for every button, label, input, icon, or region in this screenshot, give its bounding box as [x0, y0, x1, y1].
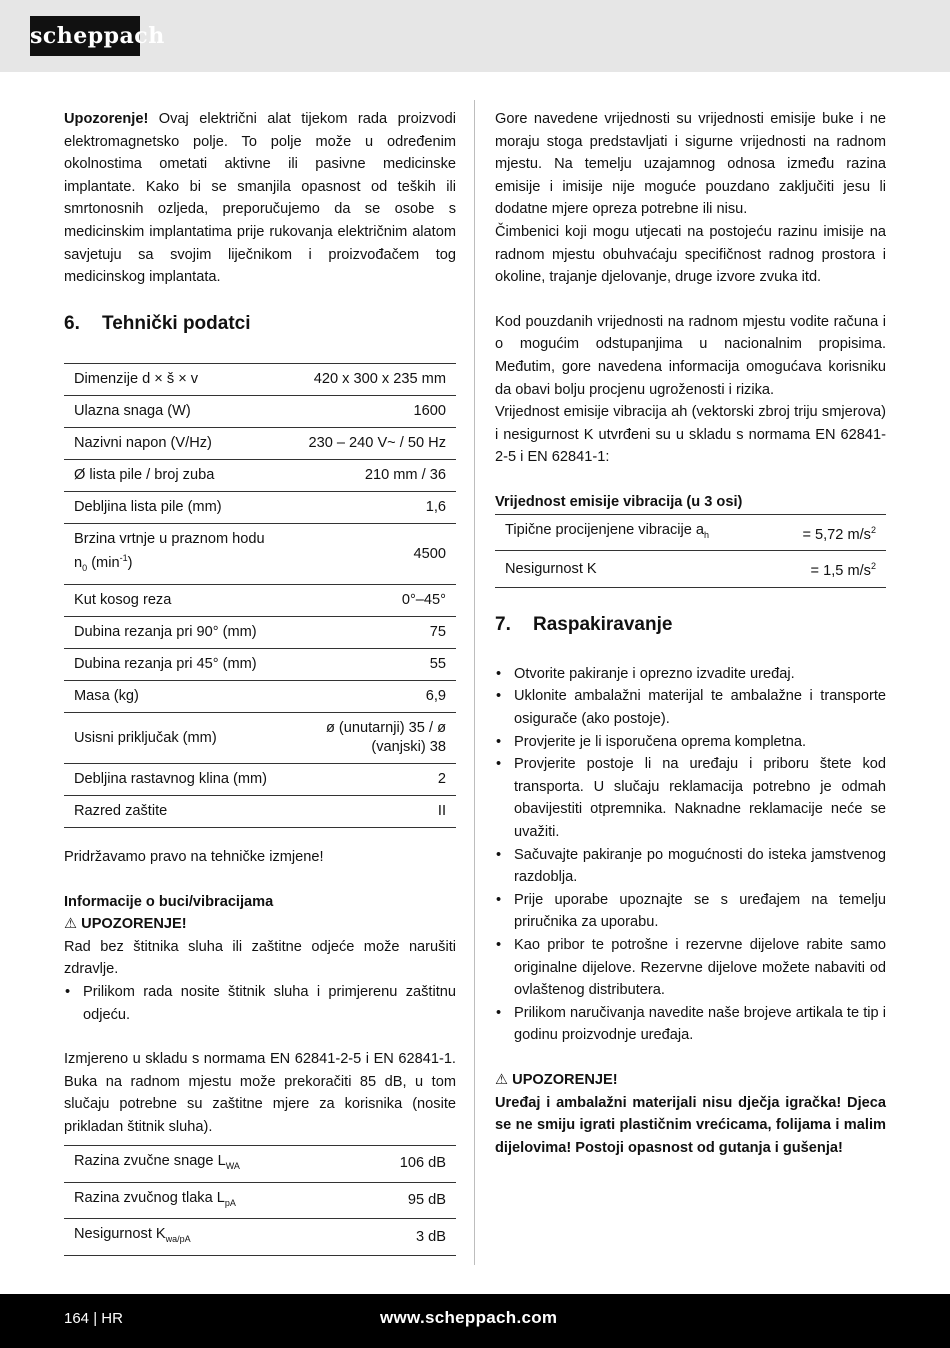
noise-warning: ⚠ UPOZORENJE! [64, 916, 187, 933]
section-7-title: Raspakiravanje [533, 614, 673, 636]
spec-label: Ø lista pile / broj zuba [64, 460, 279, 492]
table-row [64, 492, 456, 524]
vibration-table [495, 514, 886, 589]
spec-label: Usisni priključak (mm) [64, 713, 279, 764]
list-item: • Kao pribor te potrošne i rezervne dijelove rabite samo originalne dijelove. Rezervne dijelove možete nabaviti od ovlaštenog distributera. [495, 934, 886, 1002]
list-item: • Otvorite pakiranje i oprezno izvadite uređaj. [495, 663, 886, 686]
noise-value: 95 dB [353, 1182, 456, 1219]
emission-paragraph-3: Kod pouzdanih vrijednosti na radnom mjestu vodite računa i o mogućim odstupanjima u nacionalnim propisima. Međutim, gore navedena informacija omogućava korisniku da obavi bolju procjenu ugroženosti i rizika. [495, 313, 886, 398]
page-number: 164 | HR [64, 1310, 123, 1327]
section-6-title: Tehnički podatci [102, 312, 251, 334]
table-row [64, 524, 456, 585]
section-6-heading [64, 313, 456, 336]
table-row [64, 649, 456, 681]
table-row [495, 514, 886, 551]
noise-bullets [64, 981, 456, 1026]
noise-label: Razina zvučnog tlaka $L_{pA}$ [64, 1182, 353, 1219]
warning-icon: ⚠ [64, 916, 78, 933]
spec-label: Brzina vrtnje u praznom hodu $n_0$ $(\min^{-1})$ [64, 524, 279, 585]
emf-warning-paragraph [64, 108, 456, 289]
emission-paragraph-4: Vrijednost emisije vibracija ah (vektorski zbroj triju smjerova) i nesigurnost K utvrđeni su u skladu s normama EN 62841-2-5 i EN 62841-1: [495, 404, 886, 466]
list-item: • Uklonite ambalažni materijal te ambalažne i transporte osigurače (ako postoje). [495, 685, 886, 730]
spec-value: 6,9 [279, 681, 456, 713]
noise-value: 106 dB [353, 1145, 456, 1182]
section-7-heading [495, 614, 886, 637]
spec-label: Dubina rezanja pri 90° (mm) [64, 617, 279, 649]
list-item: • Sačuvajte pakiranje po mogućnosti do isteka jamstvenog razdoblja. [495, 844, 886, 889]
emf-warning-lead: Upozorenje! [64, 111, 149, 127]
table-row [64, 428, 456, 460]
table-row [64, 396, 456, 428]
spec-label: Debljina lista pile (mm) [64, 492, 279, 524]
spec-label: Kut kosog reza [64, 585, 279, 617]
list-item: • Prilikom rada nosite štitnik sluha i primjerenu zaštitnu odjeću. [64, 981, 456, 1026]
spec-label: Dubina rezanja pri 45° (mm) [64, 649, 279, 681]
table-row [64, 460, 456, 492]
noise-label: Nesigurnost $K_{wa/pA}$ [64, 1219, 353, 1256]
spec-value: ø (unutarnji) 35 / ø (vanjski) 38 [279, 713, 456, 764]
spec-value: 210 mm / 36 [279, 460, 456, 492]
spec-value: 55 [279, 649, 456, 681]
section-6-number: 6. [64, 312, 80, 334]
spec-value: 0°–45° [279, 585, 456, 617]
spec-value: 230 – 240 V~ / 50 Hz [279, 428, 456, 460]
spec-value: 2 [279, 764, 456, 796]
emission-paragraph-2: Čimbenici koji mogu utjecati na postojeću razinu imisije na radnom mjestu obuhvaćaju specifičnost radnog prostora i okoline, trajanje djelovanje, druge izvore zvuka itd. [495, 223, 886, 286]
spec-label: Debljina rastavnog klina (mm) [64, 764, 279, 796]
noise-heading: Informacije o buci/vibracijama [64, 893, 274, 910]
section-7-number: 7. [495, 614, 511, 636]
table-row [64, 681, 456, 713]
packaging-warning-title: ⚠ UPOZORENJE! [495, 1071, 618, 1088]
vibration-heading: Vrijednost emisije vibracija (u 3 osi) [495, 493, 743, 510]
packaging-warning-text: Uređaj i ambalažni materijali nisu dječja igračka! Djeca se ne smiju igrati plastičnim vrećicama, folijama i malim dijelovima! Postoji opasnost od gutanja i gušenja! [495, 1094, 886, 1156]
left-column [64, 108, 456, 1256]
noise-value: 3 dB [353, 1219, 456, 1256]
spec-value: 420 x 300 x 235 mm [279, 364, 456, 396]
vibration-value: = 5,72 $m/s^2$ [771, 514, 886, 551]
spec-label: Dimenzije d × š × v [64, 364, 279, 396]
technical-data-table [64, 363, 456, 828]
column-divider [474, 100, 475, 1265]
emission-paragraph-1: Gore navedene vrijednosti su vrijednosti emisije buke i ne moraju stoga predstavljati i sigurne vrijednosti na radnom mjestu. Na temelju uzajamnog odnosa između razina emisije i imisije nije moguće pouzdano zaključiti jesu li dodatne mjere opreza potrebne ili nisu. [495, 111, 886, 218]
measured-text: Izmjereno u skladu s normama EN 62841-2-5 i EN 62841-1. Buka na radnom mjestu može prekoračiti 85 dB, u tom slučaju potrebne su zaštitne mjere za korisnika (nosite prikladan štitnik sluha). [64, 1051, 456, 1136]
footer-bar [0, 1294, 950, 1348]
list-item: • Provjerite je li isporučena oprema kompletna. [495, 731, 886, 754]
table-row [64, 1182, 456, 1219]
spec-value: 4500 [279, 524, 456, 585]
right-column [495, 108, 886, 1159]
table-row [64, 764, 456, 796]
spec-value: 1600 [279, 396, 456, 428]
spec-value: 75 [279, 617, 456, 649]
website-link[interactable]: www.scheppach.com [380, 1308, 558, 1327]
unpacking-list [495, 663, 886, 1047]
header-bar [0, 0, 950, 72]
emf-warning-text: Ovaj električni alat tijekom rada proizvodi elektromagnetsko polje. To polje može u određenim okolnostima ometati aktivne ili pasivne medicinske implantate. Kako bi se smanjila opasnost od teških ili smrtonosnih ozljeda, preporučujemo da se osobe s medicinskim implantatima prije rukovanja električnim alatom savjetuju sa svojim liječnikom i proizvođačem tog medicinskog implantata. [64, 111, 456, 286]
table-row [64, 1145, 456, 1182]
list-item: • Prilikom naručivanja navedite naše brojeve artikala te tip i godinu proizvodnje uređaja. [495, 1002, 886, 1047]
table-row [64, 617, 456, 649]
list-item: • Prije uporabe upoznajte se s uređajem na temelju priručnika za uporabu. [495, 889, 886, 934]
warning-icon: ⚠ [495, 1071, 509, 1088]
table-row [64, 713, 456, 764]
vibration-value: = 1,5 $m/s^2$ [771, 551, 886, 588]
table-row [495, 551, 886, 588]
spec-label: Razred zaštite [64, 796, 279, 828]
noise-table [64, 1145, 456, 1257]
table-row [64, 796, 456, 828]
vibration-label: Nesigurnost K [495, 551, 771, 588]
vibration-label: Tipične procijenjene vibracije $a_h$ [495, 514, 771, 551]
spec-value: II [279, 796, 456, 828]
table-row [64, 1219, 456, 1256]
spec-label: Ulazna snaga (W) [64, 396, 279, 428]
noise-text: Rad bez štitnika sluha ili zaštitne odjeće može narušiti zdravlje. [64, 938, 456, 978]
list-item: • Provjerite postoje li na uređaju i priboru štete kod transporta. U slučaju reklamacija potrebno je odmah obavijestiti otpremnika. Naknadne reklamacije neće se uvažiti. [495, 753, 886, 843]
spec-label: Nazivni napon (V/Hz) [64, 428, 279, 460]
table-row [64, 585, 456, 617]
noise-label: Razina zvučne snage $L_{WA}$ [64, 1145, 353, 1182]
table-row [64, 364, 456, 396]
brand-logo: scheppach [30, 16, 140, 56]
technical-changes-note: Pridržavamo pravo na tehničke izmjene! [64, 849, 324, 866]
spec-value: 1,6 [279, 492, 456, 524]
spec-label: Masa (kg) [64, 681, 279, 713]
